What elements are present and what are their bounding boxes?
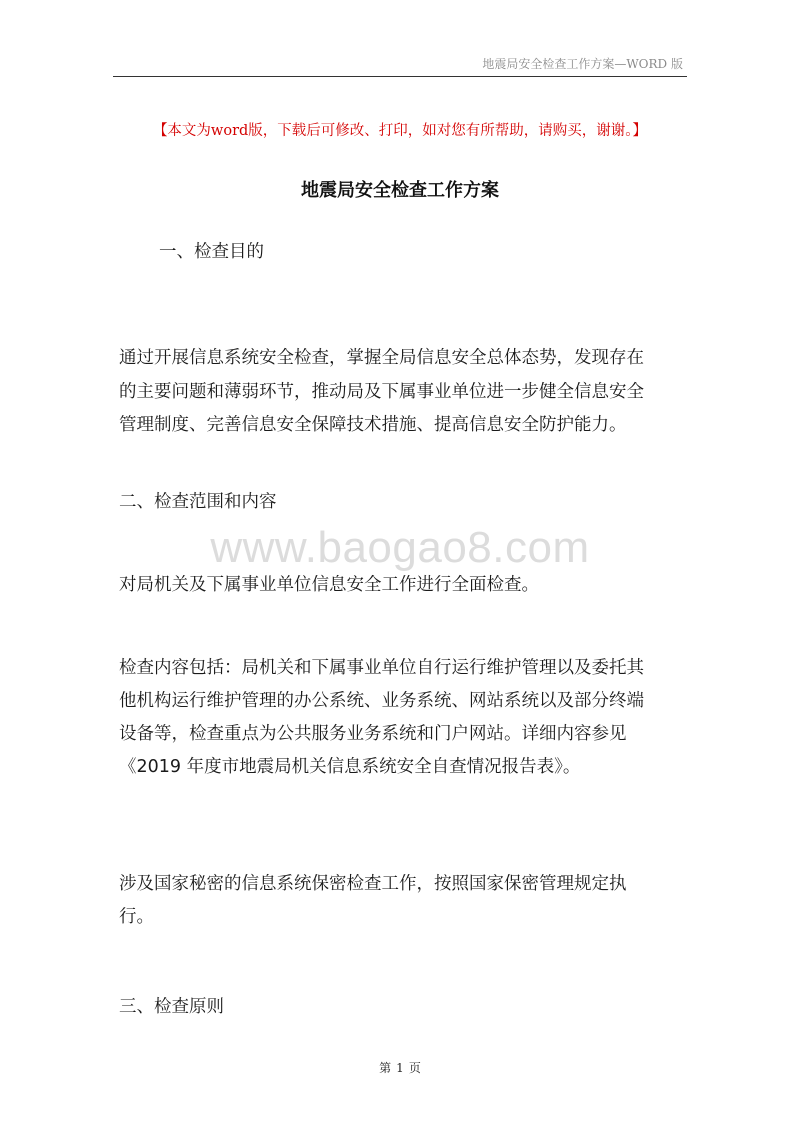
section-heading-purpose: 一、检查目的	[159, 242, 264, 262]
paragraph-line: 检查内容包括：局机关和下属事业单位自行运行维护管理以及委托其	[119, 658, 644, 678]
paragraph-line: 设备等，检查重点为公共服务业务系统和门户网站。详细内容参见	[119, 724, 627, 744]
purchase-notice: 【本文为word版，下载后可修改、打印，如对您有所帮助，请购买，谢谢。】	[152, 123, 648, 139]
header-divider	[113, 76, 687, 77]
section-heading-principles: 三、检查原则	[119, 997, 224, 1017]
footer-suffix: 页	[408, 1061, 421, 1075]
paragraph-line: 《2019 年度市地震局机关信息系统安全自查情况报告表》。	[119, 757, 581, 777]
paragraph-line: 对局机关及下属事业单位信息安全工作进行全面检查。	[119, 575, 539, 595]
running-header: 地震局安全检查工作方案—WORD 版	[482, 57, 683, 71]
paragraph-line: 他机构运行维护管理的办公系统、业务系统、网站系统以及部分终端	[119, 691, 644, 711]
page-footer	[0, 1059, 800, 1076]
paragraph-line: 的主要问题和薄弱环节，推动局及下属事业单位进一步健全信息安全	[119, 382, 644, 402]
site-watermark: www.baogao8.com	[210, 523, 590, 572]
paragraph-line: 通过开展信息系统安全检查，掌握全局信息安全总体态势，发现存在	[119, 348, 644, 368]
page-number: 1	[396, 1061, 404, 1075]
paragraph-line: 行。	[119, 907, 154, 927]
paragraph-line: 涉及国家秘密的信息系统保密检查工作，按照国家保密管理规定执	[119, 874, 627, 894]
footer-prefix: 第	[379, 1061, 392, 1075]
section-heading-scope: 二、检查范围和内容	[119, 492, 277, 512]
paragraph-line: 管理制度、完善信息安全保障技术措施、提高信息安全防护能力。	[119, 415, 627, 435]
document-title: 地震局安全检查工作方案	[301, 180, 499, 201]
